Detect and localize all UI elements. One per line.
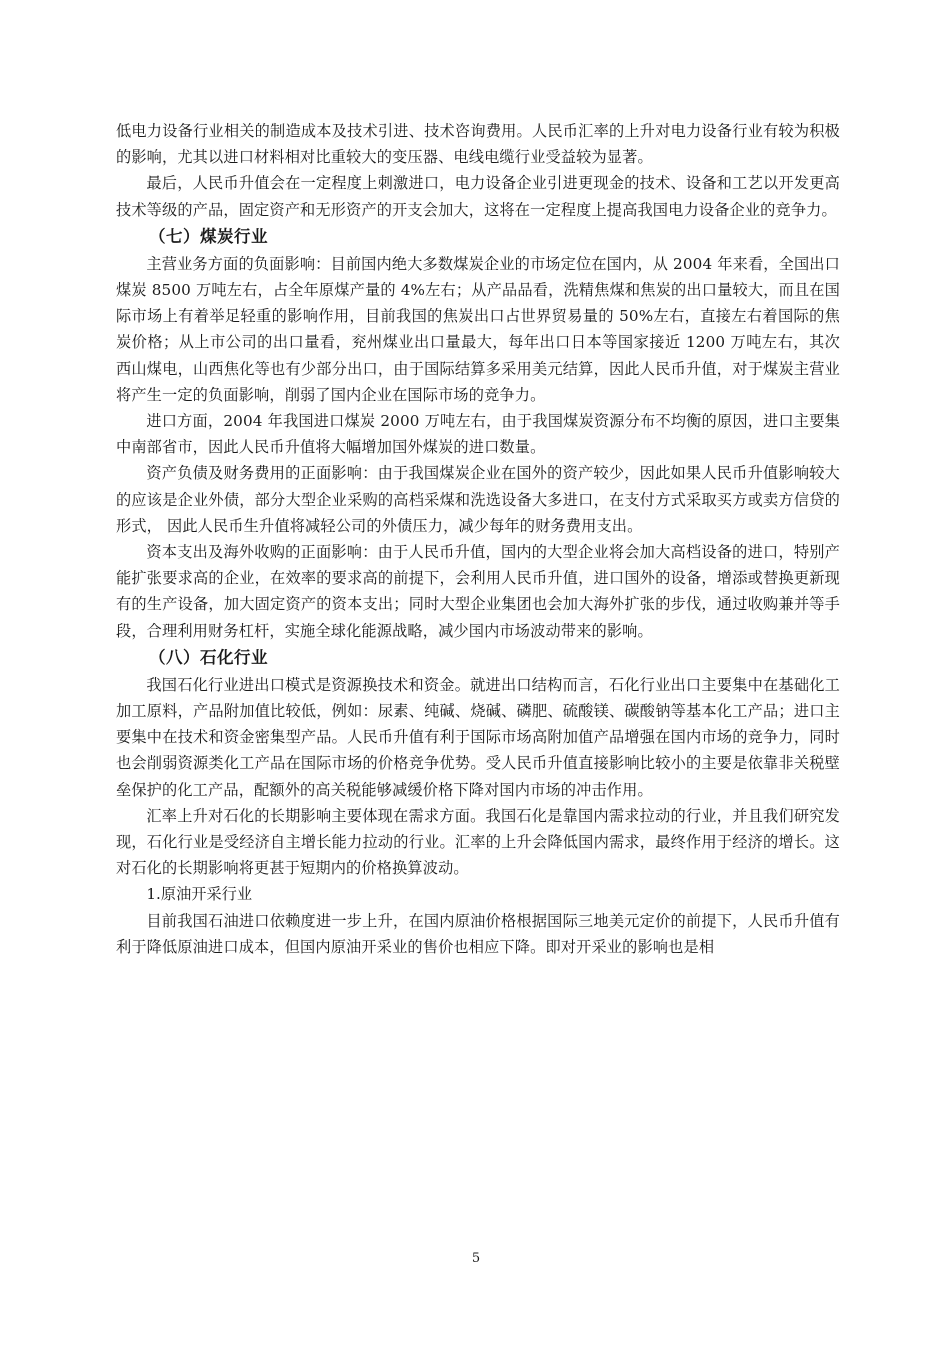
section-heading-petrochemical: （八）石化行业: [149, 647, 268, 667]
power-equipment-last-paragraph: 最后，人民币升值会在一定程度上刺激进口，电力设备企业引进更现金的技术、设备和工艺以开发更高技术等级的产品，固定资产和无形资产的开支会加大，这将在一定程度上提高我国电力设备企业的竞争力。: [116, 174, 840, 219]
petrochemical-paragraph-1: 我国石化行业进出口模式是资源换技术和资金。就进出口结构而言，石化行业出口主要集中在基础化工加工原料，产品附加值比较低，例如：尿素、纯碱、烧碱、磷肥、硫酸镁、碳酸钠等基本化工产品；进口主要集中在技术和资金密集型产品。人民币升值有利于国际市场高附加值产品增强在国内市场的竞争力，同时也会削弱资源类化工产品在国际市场的价格竞争优势。受人民币升值直接影响比较小的主要是依靠非关税壁垒保护的化工产品，配额外的高关税能够减缓价格下降对国内市场的冲击作用。: [116, 675, 840, 799]
continuation-paragraph: 低电力设备行业相关的制造成本及技术引进、技术咨询费用。人民币汇率的上升对电力设备行业有较为积极的影响，尤其以进口材料相对比重较大的变压器、电线电缆行业受益较为显著。: [116, 122, 840, 167]
petrochemical-paragraph-2: 汇率上升对石化的长期影响主要体现在需求方面。我国石化是靠国内需求拉动的行业，并且我们研究发现，石化行业是受经济自主增长能力拉动的行业。汇率的上升会降低国内需求，最终作用于经济的增长。这对石化的长期影响将更甚于短期内的价格换算波动。: [116, 806, 840, 878]
page-number: 5: [471, 1251, 481, 1266]
coal-paragraph-1: 主营业务方面的负面影响：目前国内绝大多数煤炭企业的市场定位在国内，从 2004 年来看，全国出口煤炭 8500 万吨左右，占全年原煤产量的 4%左右；从产品品看，洗精焦煤和焦炭的出口量较大，而且在国际市场上有着举足轻重的影响作用，目前我国的焦炭出口占世界贸易量的 50%左右，直接左右着国际的焦炭价格；从上市公司的出口量看，兖州煤业出口量最大，每年出口日本等国家接近 1200 万吨左右，其次西山煤电，山西焦化等也有少部分出口，由于国际结算多采用美元结算，因此人民币升值，对于煤炭主营业将产生一定的负面影响，削弱了国内企业在国际市场的竞争力。: [116, 254, 840, 404]
coal-paragraph-4: 资本支出及海外收购的正面影响：由于人民币升值，国内的大型企业将会加大高档设备的进口，特别产能扩张要求高的企业，在效率的要求高的前提下，会利用人民币升值，进口国外的设备，增添或替换更新现有的生产设备，加大固定资产的资本支出；同时大型企业集团也会加大海外扩张的步伐，通过收购兼并等手段，合理利用财务杠杆，实施全球化能源战略，减少国内市场波动带来的影响。: [116, 543, 840, 640]
coal-paragraph-2: 进口方面，2004 年我国进口煤炭 2000 万吨左右，由于我国煤炭资源分布不均衡的原因，进口主要集中南部省市，因此人民币升值将大幅增加国外煤炭的进口数量。: [116, 412, 840, 457]
section-heading-coal: （七）煤炭行业: [149, 226, 268, 246]
crude-oil-paragraph-1: 目前我国石油进口依赖度进一步上升，在国内原油价格根据国际三地美元定价的前提下，人民币升值有利于降低原油进口成本，但国内原油开采业的售价也相应下降。即对开采业的影响也是相: [116, 911, 840, 956]
subheading-crude-oil: 1.原油开采行业: [146, 885, 253, 904]
coal-paragraph-3: 资产负债及财务费用的正面影响：由于我国煤炭企业在国外的资产较少，因此如果人民币升值影响较大的应该是企业外债，部分大型企业采购的高档采煤和洗选设备大多进口，在支付方式采取买方或卖方信贷的形式， 因此人民币生升值将减轻公司的外债压力，减少每年的财务费用支出。: [116, 464, 840, 535]
document-body: [116, 118, 840, 960]
